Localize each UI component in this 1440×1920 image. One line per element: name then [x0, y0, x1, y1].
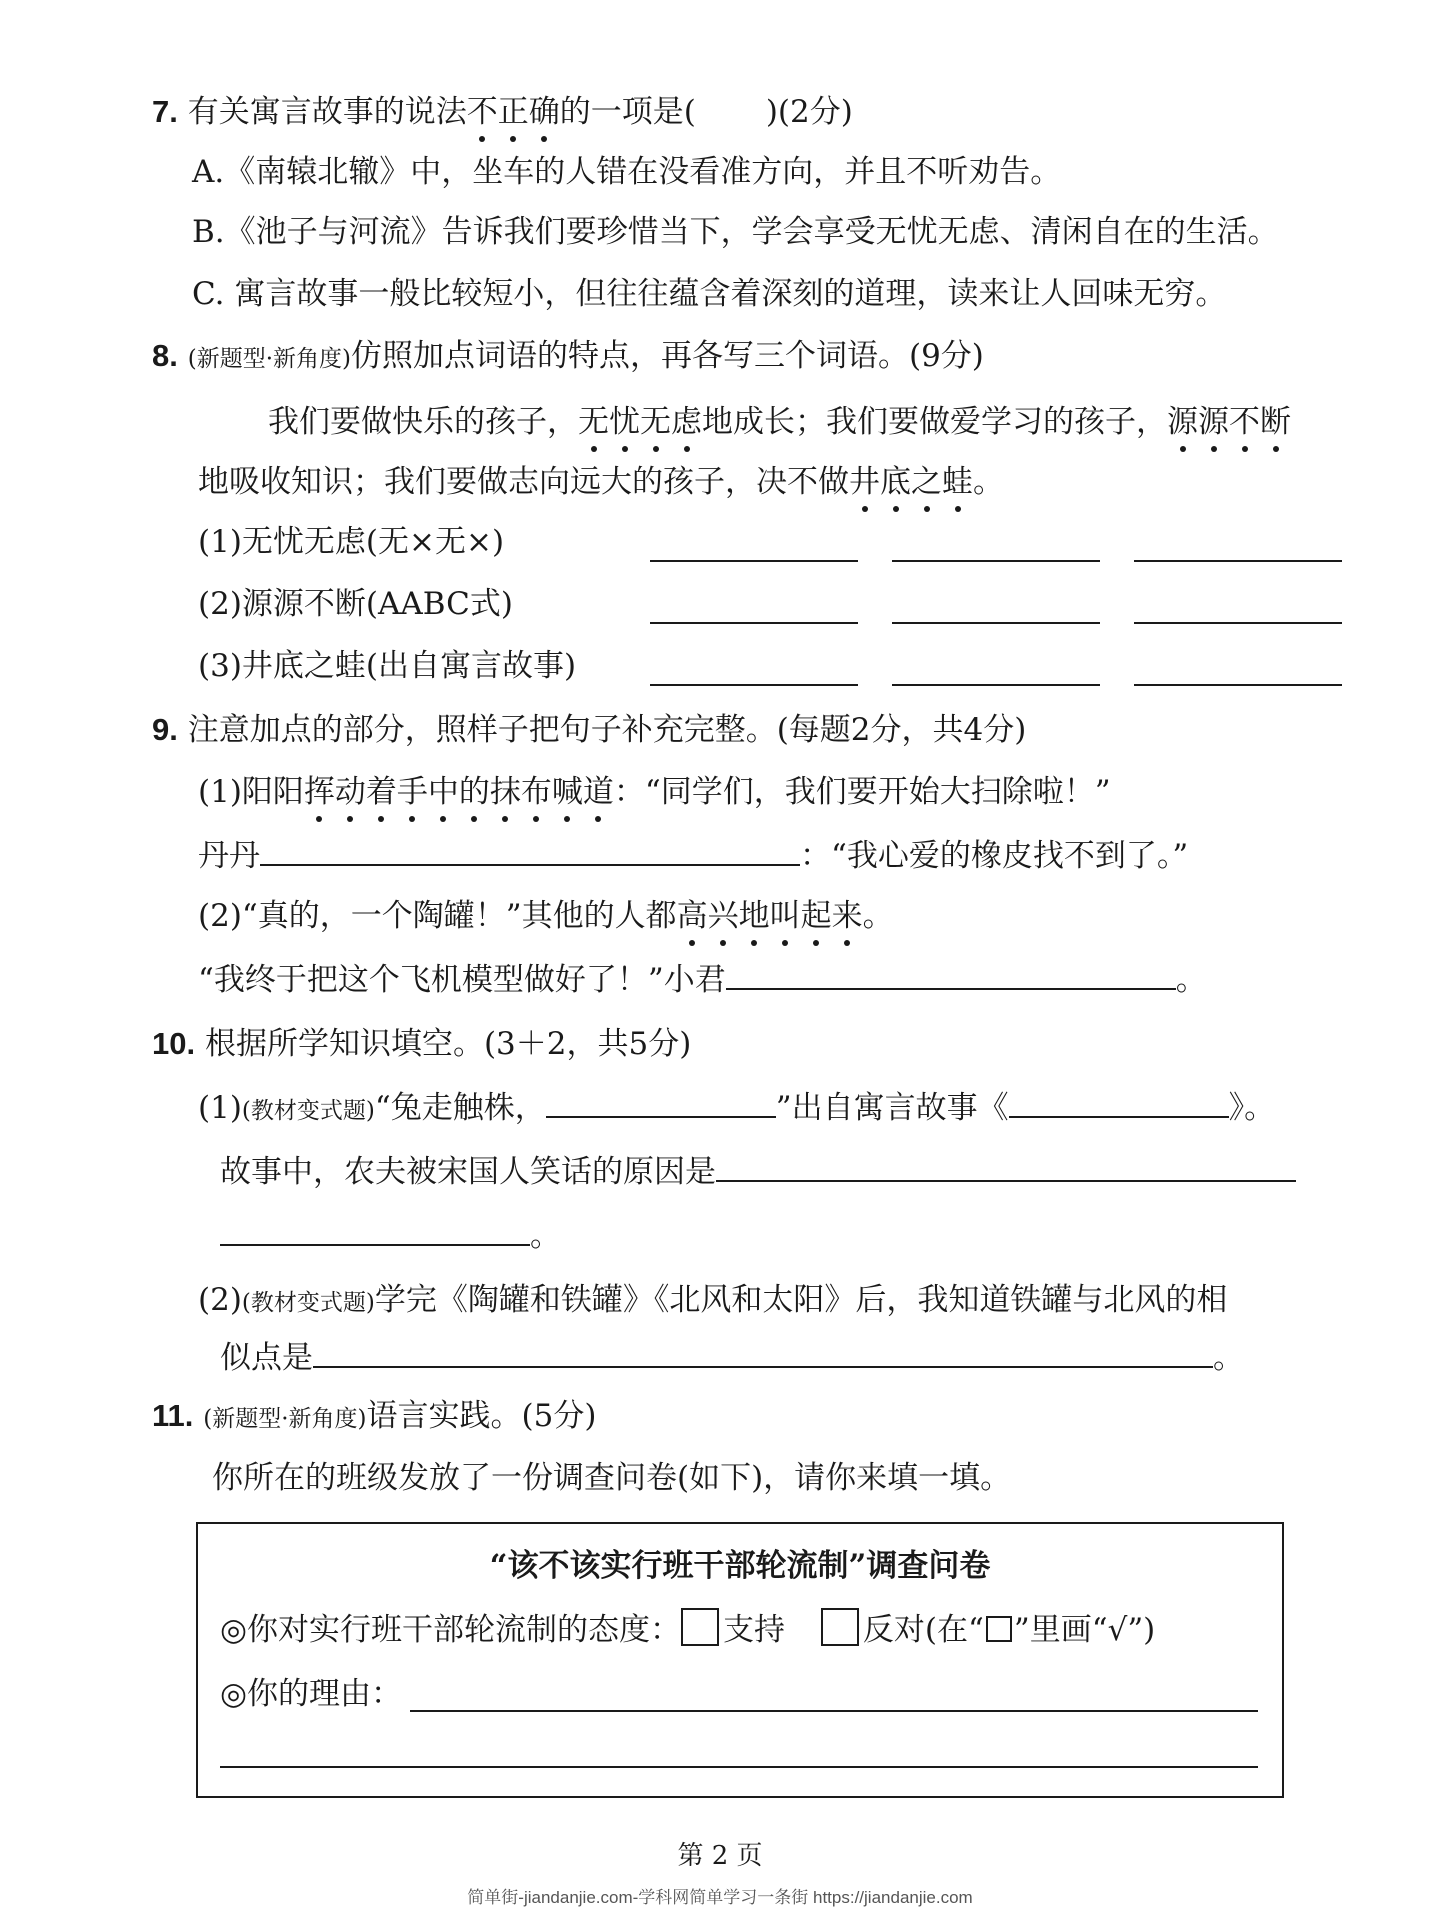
- q7-option-a: A.《南辕北辙》中，坐车的人错在没看准方向，并且不听劝告。: [192, 154, 1062, 190]
- q7-option-b: B.《池子与河流》告诉我们要珍惜当下，学会享受无忧无虑、清闲自在的生活。: [192, 214, 1279, 250]
- q8-tag: (新题型·新角度): [187, 346, 351, 372]
- survey-reason-blank-1[interactable]: [410, 1710, 1258, 1712]
- q9-fill-2: “我终于把这个飞机模型做好了！”小君 。: [198, 958, 1207, 1000]
- q10-part-2: (2)(教材变式题)学完《陶罐和铁罐》《北风和太阳》后，我知道铁罐与北风的相: [198, 1282, 1228, 1318]
- page-number: 第 2 页: [677, 1841, 763, 1871]
- q8-passage-line1: 我们要做快乐的孩子，无忧无虑地成长；我们要做爱学习的孩子，源源不断: [268, 404, 1291, 440]
- q11-stem: 11. (新题型·新角度)语言实践。(5分): [152, 1398, 597, 1434]
- q8-item-1-blank-2[interactable]: [892, 560, 1100, 562]
- q10-part-1: (1)(教材变式题)“兔走触株， ”出自寓言故事《 》。: [198, 1086, 1275, 1131]
- survey-reason-blank-2[interactable]: [220, 1766, 1258, 1768]
- q10-part-1-reason-blank[interactable]: [716, 1150, 1296, 1182]
- q8-item-2-blank-1[interactable]: [650, 622, 858, 624]
- q10-part-2-blank[interactable]: [313, 1336, 1213, 1368]
- survey-attitude-row: ◎你对实行班干部轮流制的态度： 支持 反对(在“ ”里画“√”): [220, 1608, 1155, 1650]
- q9-fill-1: 丹丹 ：“我心爱的橡皮找不到了。”: [198, 834, 1188, 876]
- q10-number: 10.: [152, 1026, 196, 1061]
- q10-part-1-tag: (教材变式题): [241, 1098, 375, 1124]
- q7-option-c: C. 寓言故事一般比较短小，但往往蕴含着深刻的道理，读来让人回味无穷。: [192, 276, 1227, 312]
- q8-item-1-blank-3[interactable]: [1134, 560, 1342, 562]
- q8-item-2-blank-3[interactable]: [1134, 622, 1342, 624]
- q10-part-2-cont: 似点是 。: [220, 1336, 1244, 1378]
- q9-stem: 9. 注意加点的部分，照样子把句子补充完整。(每题2分，共4分): [152, 712, 1027, 748]
- support-checkbox[interactable]: [681, 1608, 719, 1646]
- q10-part-2-tag: (教材变式题): [241, 1290, 375, 1316]
- q7-stem: 7. 有关寓言故事的说法不正确的一项是( )(2分): [152, 94, 853, 130]
- q8-item-3: (3)井底之蛙(出自寓言故事): [198, 648, 577, 684]
- q9-number: 9.: [152, 712, 178, 747]
- oppose-label: 反对: [862, 1612, 925, 1648]
- oppose-checkbox[interactable]: [821, 1608, 859, 1646]
- q9-fill-2-blank[interactable]: [726, 958, 1176, 990]
- q8-number: 8.: [152, 338, 178, 373]
- survey-box: [196, 1522, 1284, 1798]
- survey-reason-row: ◎你的理由：: [220, 1676, 403, 1712]
- q8-passage-line2: 地吸收知识；我们要做志向远大的孩子，决不做井底之蛙。: [198, 464, 1004, 500]
- support-label: 支持: [723, 1612, 786, 1648]
- q9-sentence-2: (2)“真的，一个陶罐！”其他的人都高兴地叫起来。: [198, 898, 894, 934]
- q8-item-3-blank-2[interactable]: [892, 684, 1100, 686]
- q11-intro: 你所在的班级发放了一份调查问卷(如下)，请你来填一填。: [212, 1460, 1012, 1496]
- q8-item-2-blank-2[interactable]: [892, 622, 1100, 624]
- q8-item-1-blank-1[interactable]: [650, 560, 858, 562]
- checkbox-symbol-icon: [986, 1616, 1012, 1642]
- q8-item-3-blank-1[interactable]: [650, 684, 858, 686]
- q10-part-1-blank-quote[interactable]: [546, 1086, 776, 1118]
- q8-item-1: (1)无忧无虑(无×无×): [198, 524, 505, 560]
- q11-tag: (新题型·新角度): [203, 1406, 367, 1432]
- q9-fill-1-blank[interactable]: [260, 834, 800, 866]
- q10-part-1-blank-title[interactable]: [1009, 1086, 1229, 1118]
- q10-part-1-reason-blank-2[interactable]: [220, 1214, 530, 1246]
- q11-number: 11.: [152, 1398, 194, 1433]
- source-watermark: 简单街-jiandanjie.com-学科网简单学习一条街 https://jiandanjie.com: [467, 1888, 973, 1907]
- survey-title: “该不该实行班干部轮流制”调查问卷: [489, 1548, 991, 1584]
- q10-stem: 10. 根据所学知识填空。(3＋2，共5分): [152, 1026, 692, 1062]
- q8-item-3-blank-3[interactable]: [1134, 684, 1342, 686]
- q9-sentence-1: (1)阳阳挥动着手中的抹布喊道：“同学们，我们要开始大扫除啦！”: [198, 774, 1111, 810]
- q10-part-1-reason-cont: 。: [220, 1214, 561, 1256]
- q10-part-1-reason: 故事中，农夫被宋国人笑话的原因是: [220, 1150, 1296, 1192]
- q7-number: 7.: [152, 94, 178, 129]
- q8-item-2: (2)源源不断(AABC式): [198, 586, 513, 622]
- q8-stem: 8. (新题型·新角度)仿照加点词语的特点，再各写三个词语。(9分): [152, 338, 984, 374]
